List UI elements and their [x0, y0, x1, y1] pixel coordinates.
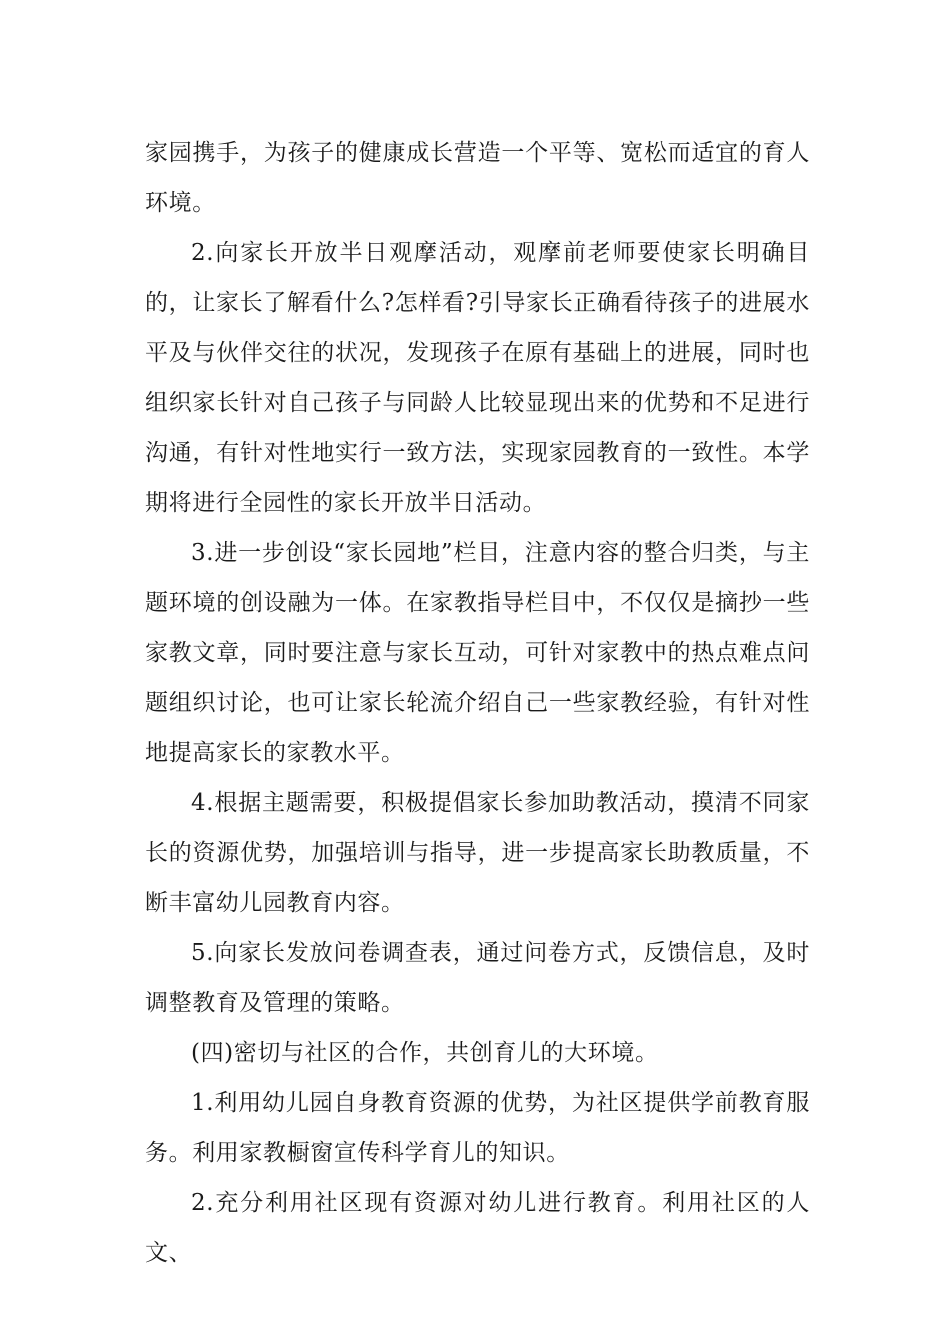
paragraph-7: 2.充分利用社区现有资源对幼儿进行教育。利用社区的人文、	[145, 1190, 810, 1266]
document-page	[145, 128, 810, 1278]
paragraph-1: 家园携手，为孩子的健康成长营造一个平等、宽松而适宜的育人环境。	[145, 140, 810, 216]
paragraph-2: 2.向家长开放半日观摩活动，观摩前老师要使家长明确目的，让家长了解看什么?怎样看?引导家长正确看待孩子的进展水平及与伙伴交往的状况，发现孩子在原有基础上的进展，同时也组织家长针对自己孩子与同龄人比较显现出来的优势和不足进行沟通，有针对性地实行一致方法，实现家园教育的一致性。本学期将进行全园性的家长开放半日活动。	[145, 240, 810, 516]
paragraph-4: 4.根据主题需要，积极提倡家长参加助教活动，摸清不同家长的资源优势，加强培训与指导，进一步提高家长助教质量，不断丰富幼儿园教育内容。	[145, 790, 810, 916]
paragraph-3: 3.进一步创设“家长园地”栏目，注意内容的整合归类，与主题环境的创设融为一体。在家教指导栏目中，不仅仅是摘抄一些家教文章，同时要注意与家长互动，可针对家教中的热点难点问题组织讨论，也可让家长轮流介绍自己一些家教经验，有针对性地提高家长的家教水平。	[145, 540, 810, 766]
paragraph-6: 1.利用幼儿园自身教育资源的优势，为社区提供学前教育服务。利用家教橱窗宣传科学育儿的知识。	[145, 1090, 810, 1166]
section-heading-4: (四)密切与社区的合作，共创育儿的大环境。	[191, 1040, 659, 1066]
paragraph-5: 5.向家长发放问卷调查表，通过问卷方式，反馈信息，及时调整教育及管理的策略。	[145, 940, 810, 1016]
